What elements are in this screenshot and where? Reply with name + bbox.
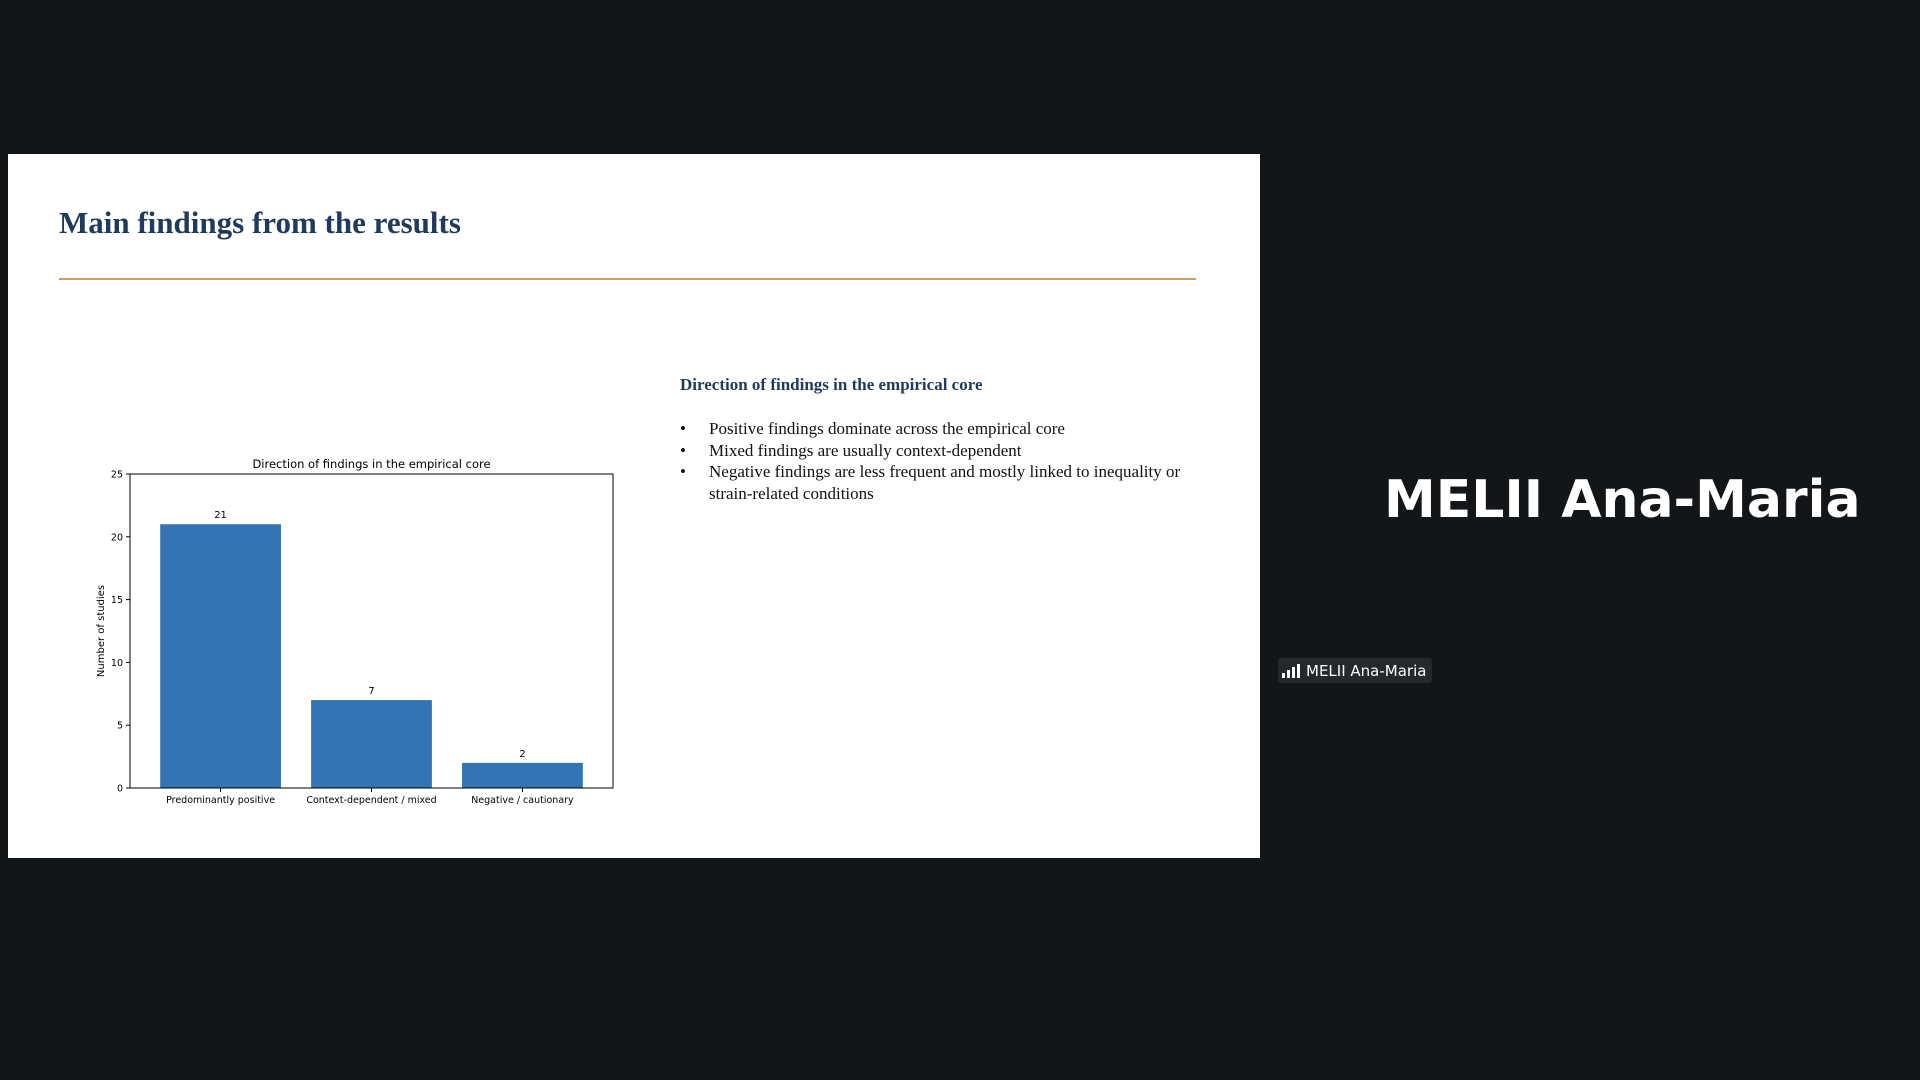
bar bbox=[160, 524, 281, 788]
chart-title: Direction of findings in the empirical core bbox=[252, 457, 491, 471]
bar-data-label: 7 bbox=[368, 686, 375, 698]
y-tick-label: 0 bbox=[116, 783, 123, 795]
participant-name-badge bbox=[1278, 658, 1432, 683]
bar-data-label: 21 bbox=[214, 510, 227, 522]
bar-chart-svg bbox=[78, 324, 638, 814]
participant-badge-name: MELII Ana-Maria bbox=[1306, 661, 1427, 680]
summary-bullet bbox=[680, 440, 1200, 462]
summary-bullet bbox=[680, 461, 1200, 504]
bullet-marker: • bbox=[680, 419, 686, 438]
bar-data-label: 2 bbox=[519, 748, 526, 760]
summary-bullet-text: Positive findings dominate across the empirical core bbox=[709, 419, 1065, 438]
participant-tile-name: MELII Ana-Maria bbox=[1384, 470, 1861, 530]
x-tick-label: Negative / cautionary bbox=[471, 795, 574, 806]
y-tick-label: 10 bbox=[110, 657, 123, 669]
bullet-marker: • bbox=[680, 462, 686, 481]
signal-strength-icon bbox=[1282, 664, 1300, 678]
findings-chart bbox=[78, 324, 638, 814]
x-tick-label: Predominantly positive bbox=[166, 795, 276, 806]
bar bbox=[311, 700, 432, 788]
y-tick-label: 5 bbox=[116, 720, 123, 732]
summary-bullet bbox=[680, 418, 1200, 440]
summary-list bbox=[680, 418, 1200, 504]
summary-bullet-text: Negative findings are less frequent and mostly linked to inequality or strain-related conditions bbox=[709, 462, 1181, 503]
bar bbox=[462, 763, 583, 788]
shared-slide bbox=[8, 154, 1260, 858]
y-tick-label: 20 bbox=[110, 532, 123, 544]
summary-bullet-text: Mixed findings are usually context-dependent bbox=[709, 440, 1022, 460]
bullet-marker: • bbox=[680, 440, 686, 460]
y-tick-label: 25 bbox=[110, 469, 123, 481]
x-tick-label: Context-dependent / mixed bbox=[306, 795, 437, 806]
findings-summary bbox=[680, 375, 1200, 504]
y-tick-label: 15 bbox=[110, 595, 123, 607]
y-axis-label: Number of studies bbox=[96, 584, 107, 678]
slide-title: Main findings from the results bbox=[59, 205, 461, 240]
summary-heading: Direction of findings in the empirical core bbox=[680, 375, 983, 394]
slide-divider bbox=[59, 278, 1196, 280]
